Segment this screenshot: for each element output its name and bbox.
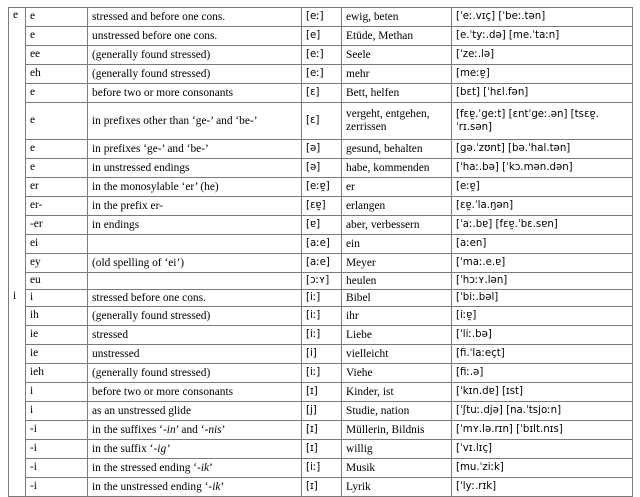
table-row <box>9 84 633 103</box>
phoneme-cell: [ɪ] <box>302 383 342 402</box>
example-cell: mehr <box>342 65 452 84</box>
table-row <box>9 8 633 27</box>
context-cell <box>88 273 302 290</box>
context-italic: -ik <box>197 461 210 474</box>
ipa-cell: [ˈkɪn.dɐ] [ɪst] <box>452 383 633 402</box>
example-cell: aber, verbessern <box>342 216 452 235</box>
table-row <box>9 326 633 345</box>
context-text: in the suffix ‘ <box>92 442 154 455</box>
ipa-cell: [meːɐ̯] <box>452 65 633 84</box>
table-row <box>9 383 633 402</box>
example-cell: ein <box>342 235 452 254</box>
ipa-cell: [fiː.ə] <box>452 364 633 383</box>
context-italic: -nis <box>204 423 222 436</box>
spelling-cell: eh <box>26 65 88 84</box>
context-text: in the unstressed ending ‘ <box>92 480 209 493</box>
table-row <box>9 140 633 159</box>
phoneme-cell: [eː] <box>302 8 342 27</box>
context-text: ’ <box>221 423 226 436</box>
context-cell: (generally found stressed) <box>88 364 302 383</box>
ipa-cell: [ˈaː.bɐ] [fɛɐ̯.ˈbɛ.sɐn] <box>452 216 633 235</box>
spelling-cell: i <box>26 402 88 421</box>
table-row <box>9 364 633 383</box>
context-cell: before two or more consonants <box>88 84 302 103</box>
ipa-cell: [fi.ˈlaːeçt] <box>452 345 633 364</box>
example-cell: gesund, behalten <box>342 140 452 159</box>
spelling-cell: e <box>26 159 88 178</box>
phoneme-cell: [iː] <box>302 307 342 326</box>
phoneme-cell: [ɐ] <box>302 216 342 235</box>
ipa-cell: [ɛɐ̯.ˈla.ŋən] <box>452 197 633 216</box>
phoneme-cell: [aːe] <box>302 235 342 254</box>
example-cell: Musik <box>342 459 452 478</box>
spelling-cell: eu <box>26 273 88 290</box>
phoneme-cell: [ɪ] <box>302 421 342 440</box>
spelling-cell: i <box>26 383 88 402</box>
example-cell: Viehe <box>342 364 452 383</box>
table-row <box>9 216 633 235</box>
spelling-cell: -er <box>26 216 88 235</box>
phoneme-cell: [iː] <box>302 326 342 345</box>
example-cell: Meyer <box>342 254 452 273</box>
table-row <box>9 290 633 307</box>
spelling-cell: -i <box>26 478 88 497</box>
table-row <box>9 345 633 364</box>
context-italic: -in <box>162 423 176 436</box>
phoneme-cell: [ɔːʏ] <box>302 273 342 290</box>
phoneme-cell: [eː] <box>302 46 342 65</box>
ipa-cell: [ˈeː.vɪç] [ˈbeː.tən] <box>452 8 633 27</box>
context-cell: before two or more consonants <box>88 383 302 402</box>
phoneme-cell: [iː] <box>302 364 342 383</box>
table-row <box>9 197 633 216</box>
context-cell: in prefixes other than ‘ge-’ and ‘be-’ <box>88 103 302 140</box>
phoneme-cell: [eː] <box>302 65 342 84</box>
ipa-cell: [ˈhaː.bə] [ˈkɔ.mən.dən] <box>452 159 633 178</box>
spelling-cell: ie <box>26 326 88 345</box>
example-cell: ihr <box>342 307 452 326</box>
context-text: in the suffixes ‘ <box>92 423 163 436</box>
table-row <box>9 46 633 65</box>
spelling-cell: e <box>26 27 88 46</box>
table-row <box>9 159 633 178</box>
ipa-cell: [gə.ˈzʊnt] [bə.ˈhal.tən] <box>452 140 633 159</box>
example-cell: er <box>342 178 452 197</box>
context-text: ’ <box>220 480 225 493</box>
phoneme-cell: [eːɐ̯] <box>302 178 342 197</box>
phoneme-cell: [ɛɐ̯] <box>302 197 342 216</box>
context-italic: -ig’ <box>153 442 170 455</box>
context-cell: (generally found stressed) <box>88 46 302 65</box>
example-cell: Seele <box>342 46 452 65</box>
context-cell: stressed <box>88 326 302 345</box>
example-cell: Etüde, Methan <box>342 27 452 46</box>
spelling-cell: e <box>26 140 88 159</box>
ipa-cell: [iːɐ̯] <box>452 307 633 326</box>
ipa-cell: [ˈhɔːʏ.lən] <box>452 273 633 290</box>
table-row <box>9 178 633 197</box>
ipa-cell: [ˈbiː.bəl] <box>452 290 633 307</box>
ipa-cell: [ˈmʏ.lə.rɪn] [ˈbɪlt.nɪs] <box>452 421 633 440</box>
context-cell <box>88 440 302 459</box>
spelling-cell: ei <box>26 235 88 254</box>
context-cell: stressed and before one cons. <box>88 8 302 27</box>
letter-group-i: i <box>9 290 26 497</box>
context-cell: in endings <box>88 216 302 235</box>
spelling-cell: e <box>26 8 88 27</box>
context-cell: in the monosylable ‘er’ (he) <box>88 178 302 197</box>
context-cell: in unstressed endings <box>88 159 302 178</box>
table-row <box>9 402 633 421</box>
spelling-cell: e <box>26 84 88 103</box>
example-cell: Bett, helfen <box>342 84 452 103</box>
example-cell: heulen <box>342 273 452 290</box>
example-cell: vergeht, entgehen, zerrissen <box>342 103 452 140</box>
context-cell: stressed before one cons. <box>88 290 302 307</box>
phoneme-cell: [ɛ] <box>302 103 342 140</box>
ipa-cell: [bɛt] [ˈhɛl.fən] <box>452 84 633 103</box>
spelling-cell: ee <box>26 46 88 65</box>
phoneme-cell: [i] <box>302 345 342 364</box>
pronunciation-table <box>8 7 633 497</box>
example-cell: Studie, nation <box>342 402 452 421</box>
phoneme-cell: [ɛ] <box>302 84 342 103</box>
table-row <box>9 65 633 84</box>
ipa-cell: [ˈliː.bə] <box>452 326 633 345</box>
ipa-cell: [aːen] <box>452 235 633 254</box>
spelling-cell: i <box>26 290 88 307</box>
example-cell: Bibel <box>342 290 452 307</box>
phoneme-cell: [iː] <box>302 459 342 478</box>
spelling-cell: ieh <box>26 364 88 383</box>
example-cell: Liebe <box>342 326 452 345</box>
ipa-cell: [mu.ˈziːk] <box>452 459 633 478</box>
ipa-cell: [ˈmaː.e.ɐ] <box>452 254 633 273</box>
phoneme-cell: [e] <box>302 27 342 46</box>
letter-group-e: e <box>9 8 26 290</box>
spelling-cell: er <box>26 178 88 197</box>
example-cell: willig <box>342 440 452 459</box>
context-cell <box>88 421 302 440</box>
context-cell: unstressed <box>88 345 302 364</box>
table-row <box>9 235 633 254</box>
example-cell: Müllerin, Bildnis <box>342 421 452 440</box>
example-cell: Lyrik <box>342 478 452 497</box>
example-cell: ewig, beten <box>342 8 452 27</box>
spelling-cell: ey <box>26 254 88 273</box>
spelling-cell: ih <box>26 307 88 326</box>
spelling-cell: ie <box>26 345 88 364</box>
table-row <box>9 27 633 46</box>
example-cell: erlangen <box>342 197 452 216</box>
spelling-cell: e <box>26 103 88 140</box>
context-cell: in the prefix er- <box>88 197 302 216</box>
table-row <box>9 254 633 273</box>
ipa-cell: [ˈvɪ.lɪç] <box>452 440 633 459</box>
context-cell: as an unstressed glide <box>88 402 302 421</box>
table-row <box>9 421 633 440</box>
context-cell <box>88 235 302 254</box>
table-row <box>9 459 633 478</box>
phoneme-cell: [ɪ] <box>302 478 342 497</box>
phoneme-cell: [aːe] <box>302 254 342 273</box>
spelling-cell: er- <box>26 197 88 216</box>
example-cell: vielleicht <box>342 345 452 364</box>
spelling-cell: -i <box>26 440 88 459</box>
context-cell: unstressed before one cons. <box>88 27 302 46</box>
table-row <box>9 440 633 459</box>
context-cell: (generally found stressed) <box>88 307 302 326</box>
phoneme-cell: [j] <box>302 402 342 421</box>
example-cell: Kinder, ist <box>342 383 452 402</box>
context-cell: (old spelling of ‘ei’) <box>88 254 302 273</box>
context-cell <box>88 459 302 478</box>
phoneme-cell: [ə] <box>302 140 342 159</box>
table-row <box>9 307 633 326</box>
context-text: in the stressed ending ‘ <box>92 461 198 474</box>
ipa-cell: [ˈzeː.lə] <box>452 46 633 65</box>
context-cell: in prefixes ‘ge-’ and ‘be-’ <box>88 140 302 159</box>
context-text: ’ <box>209 461 213 474</box>
phoneme-cell: [iː] <box>302 290 342 307</box>
context-italic: -ik <box>208 480 221 493</box>
ipa-cell: [ˈʃtuː.djə] [na.ˈtsjoːn] <box>452 402 633 421</box>
context-cell: (generally found stressed) <box>88 65 302 84</box>
phoneme-cell: [ɪ] <box>302 440 342 459</box>
example-cell: habe, kommenden <box>342 159 452 178</box>
context-text: ’ and ‘ <box>175 423 205 436</box>
phoneme-cell: [ə] <box>302 159 342 178</box>
spelling-cell: -i <box>26 421 88 440</box>
spelling-cell: -i <box>26 459 88 478</box>
table-row <box>9 273 633 290</box>
ipa-cell: [fɛɐ̯.ˈgeːt] [ɛntˈgeː.ən] [tsɛɐ̯.ˈrɪ.sən] <box>452 103 633 140</box>
ipa-cell: [eːɐ̯] <box>452 178 633 197</box>
ipa-cell: [ˈlyː.rɪk] <box>452 478 633 497</box>
table-row <box>9 103 633 140</box>
ipa-cell: [e.ˈtyː.də] [me.ˈtaːn] <box>452 27 633 46</box>
